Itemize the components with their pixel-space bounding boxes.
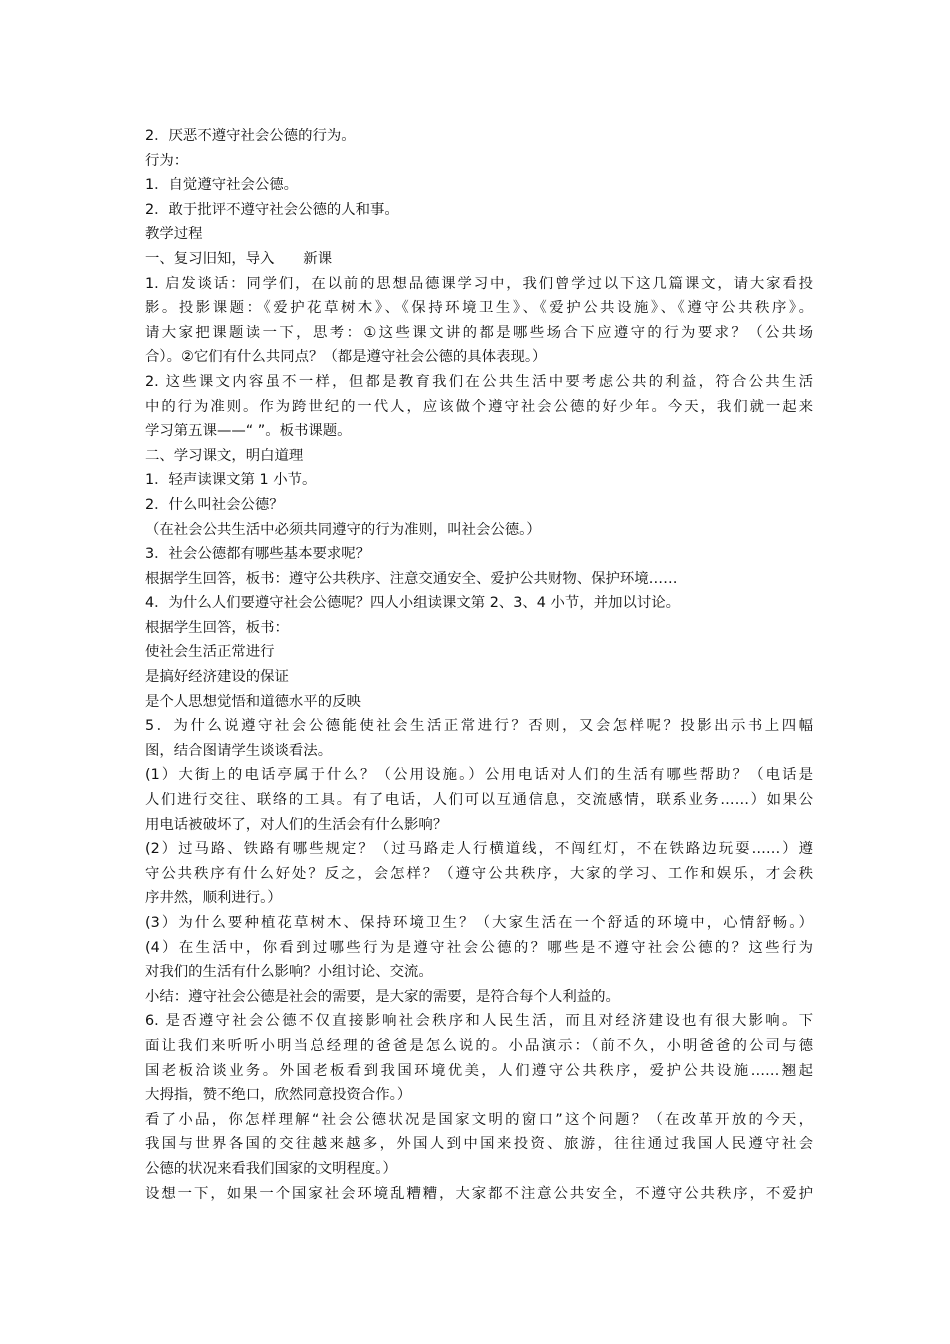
text-line: 用电话被破坏了，对人们的生活会有什么影响？ — [145, 816, 448, 833]
text-line: 影。投影课题：《爱护花草树木》、《保持环境卫生》、《爱护公共设施》、《遵守公共秩序》。 — [145, 300, 813, 317]
text-line: 1．自觉遵守社会公德。 — [145, 177, 299, 194]
text-line: 是个人思想觉悟和道德水平的反映 — [145, 693, 361, 710]
section-heading: 教学过程 — [145, 226, 203, 243]
text-line: 面让我们来听听小明当总经理的爸爸是怎么说的。小品演示：（前不久，小明爸爸的公司与德 — [145, 1037, 813, 1054]
section-heading: 一、复习旧知，导入 新课 — [145, 250, 333, 267]
text-line: 小结：遵守社会公德是社会的需要，是大家的需要，是符合每个人利益的。 — [145, 988, 620, 1005]
document-page — [145, 124, 813, 1206]
text-line: 学习第五课——“ ”。板书课题。 — [145, 423, 352, 440]
text-line: 根据学生回答，板书： — [145, 619, 289, 636]
text-line: 2．什么叫社会公德？ — [145, 496, 284, 513]
text-line: (3）为什么要种植花草树木、保持环境卫生？（大家生活在一个舒适的环境中，心情舒畅。） — [145, 915, 813, 931]
text-line: 中的行为准则。作为跨世纪的一代人，应该做个遵守社会公德的好少年。今天，我们就一起来 — [145, 398, 813, 415]
text-line: 2. 这些课文内容虽不一样，但都是教育我们在公共生活中要考虑公共的利益，符合公共生活 — [145, 373, 813, 390]
text-line: 公德的状况来看我们国家的文明程度。） — [145, 1160, 397, 1177]
text-line: 使社会生活正常进行 — [145, 644, 275, 661]
text-line: 请大家把课题读一下，思考：①这些课文讲的都是哪些场合下应遵守的行为要求？（公共场 — [145, 324, 813, 341]
text-line: 我国与世界各国的交往越来越多，外国人到中国来投资、旅游，往往通过我国人民遵守社会 — [145, 1136, 813, 1153]
text-line: 图，结合图请学生谈谈看法。 — [145, 742, 333, 759]
section-heading: 二、学习课文，明白道理 — [145, 447, 304, 464]
text-line: 5．为什么说遵守社会公德能使社会生活正常进行？否则，又会怎样呢？投影出示书上四幅 — [145, 718, 813, 735]
text-line: 序井然，顺利进行。） — [145, 890, 282, 907]
text-line: 人们进行交往、联络的工具。有了电话，人们可以互通信息，交流感情，联系业务……）如果公 — [145, 792, 813, 809]
text-line: 合）。②它们有什么共同点？（都是遵守社会公德的具体表现。） — [145, 349, 547, 366]
text-line: 行为： — [145, 152, 189, 169]
text-line: (1）大街上的电话亭属于什么？（公用设施。）公用电话对人们的生活有哪些帮助？（电话是 — [145, 767, 813, 784]
text-line: 1. 启发谈话：同学们，在以前的思想品德课学习中，我们曾学过以下这几篇课文，请大家看投 — [145, 275, 813, 292]
text-line: 看了小品，你怎样理解“社会公德状况是国家文明的窗口”这个问题？（在改革开放的今天， — [145, 1111, 813, 1128]
text-line: (2）过马路、铁路有哪些规定？（过马路走人行横道线，不闯红灯，不在铁路边玩耍……）遵 — [145, 841, 813, 858]
text-line: 4．为什么人们要遵守社会公德呢？四人小组读课文第 2、3、4 小节，并加以讨论。 — [145, 595, 681, 612]
text-line: 2．敢于批评不遵守社会公德的人和事。 — [145, 201, 399, 218]
text-line: 国老板洽谈业务。外国老板看到我国环境优美，人们遵守公共秩序，爱护公共设施……翘起 — [145, 1062, 813, 1079]
text-line: 3．社会公德都有哪些基本要求呢？ — [145, 546, 371, 563]
text-line: 对我们的生活有什么影响？小组讨论、交流。 — [145, 964, 433, 981]
text-line: 1．轻声读课文第 1 小节。 — [145, 472, 317, 489]
text-line: 大拇指，赞不绝口，欣然同意投资合作。） — [145, 1087, 412, 1104]
text-line: 根据学生回答，板书：遵守公共秩序、注意交通安全、爱护公共财物、保护环境…… — [145, 570, 678, 587]
text-line: 守公共秩序有什么好处？反之，会怎样？（遵守公共秩序，大家的学习、工作和娱乐，才会秩 — [145, 865, 813, 882]
text-line: 2．厌恶不遵守社会公德的行为。 — [145, 128, 356, 144]
text-line: （在社会公共生活中必须共同遵守的行为准则，叫社会公德。） — [145, 521, 541, 538]
text-line: 设想一下，如果一个国家社会环境乱糟糟，大家都不注意公共安全，不遵守公共秩序，不爱护 — [145, 1185, 813, 1202]
text-line: 6. 是否遵守社会公德不仅直接影响社会秩序和人民生活，而且对经济建设也有很大影响。下 — [145, 1013, 813, 1030]
text-line: 是搞好经济建设的保证 — [145, 669, 289, 686]
text-line: (4）在生活中，你看到过哪些行为是遵守社会公德的？哪些是不遵守社会公德的？这些行为 — [145, 939, 813, 956]
